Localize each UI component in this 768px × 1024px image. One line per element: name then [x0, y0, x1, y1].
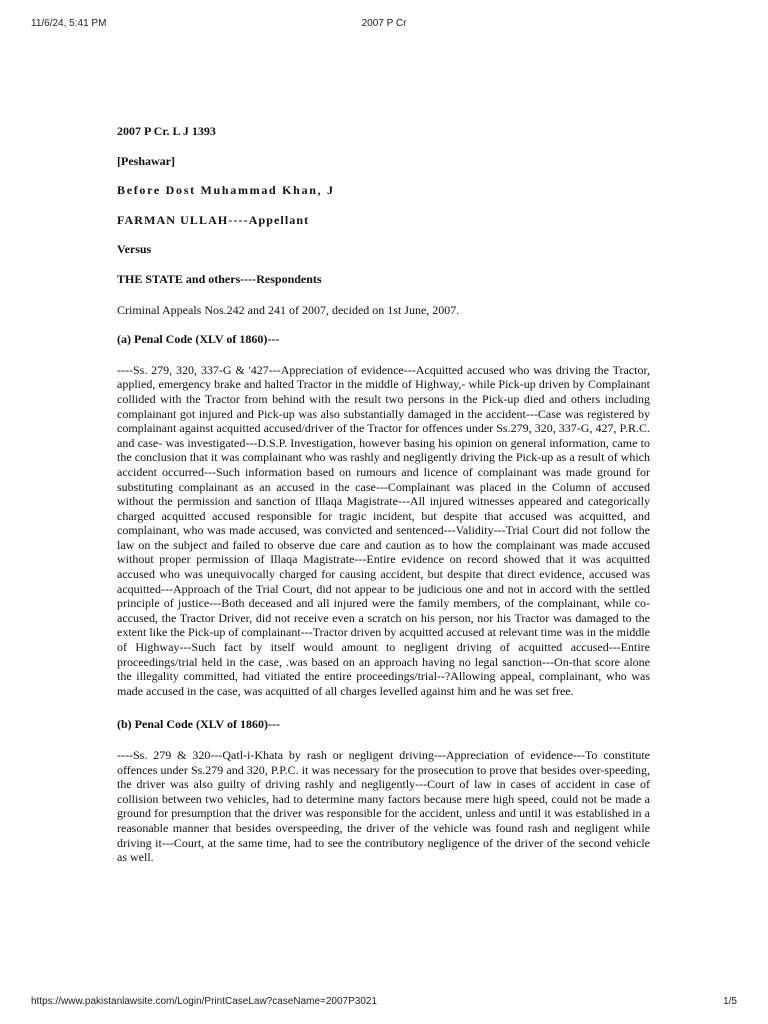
- headnote-paragraph-b: ----Ss. 279 & 320---Qatl-i-Khata by rash or negligent driving---Appreciation of evidence---To constitute offences under Ss.279 and 320, P.P.C. it was necessary for the prosecution to prove that besides over-speeding, the driver was also guilty of driving rashly and negligently---Court of law in cases of accident in case of collision between two vehicles, had to determine many factors because mere high speed, could not be made a ground for presumption that the driver was responsible for the accident, unless and until it was established in a reasonable manner that besides overspeeding, the driver of the vehicle was found rash and negligent while driving it---Court, at the same time, had to see the contributory negligence of the driver of the second vehicle as well.: [117, 748, 650, 865]
- section-heading-a: (a) Penal Code (XLV of 1860)---: [117, 332, 280, 347]
- page-number: 1/5: [723, 996, 737, 1007]
- print-title: 2007 P Cr: [361, 18, 407, 29]
- versus-line: Versus: [117, 242, 152, 257]
- appeal-info: Criminal Appeals Nos.242 and 241 of 2007, decided on 1st June, 2007.: [117, 302, 460, 317]
- print-header: [31, 18, 737, 32]
- page-url: https://www.pakistanlawsite.com/Login/PrintCaseLaw?caseName=2007P3021: [31, 996, 378, 1007]
- judge-line: Before Dost Muhammad Khan, J: [117, 183, 335, 198]
- respondents-line: THE STATE and others----Respondents: [117, 271, 322, 286]
- case-citation: 2007 P Cr. L J 1393: [117, 124, 216, 138]
- print-footer: [31, 996, 737, 1010]
- case-document: [117, 124, 650, 884]
- headnote-paragraph-a: ----Ss. 279, 320, 337-G & '427---Appreciation of evidence---Acquitted accused who was driving the Tractor, applied, emergency brake and halted Tractor in the middle of Highway,- while Pick-up driven by Complainant collided with the Tractor from behind with the result two persons in the Pick-up died and others including complainant got injured and Pick-up was also substantially damaged in the accident---Case was registered by complainant against acquitted accused/driver of the Tractor for offences under Ss.279, 320, 337-G, 427, P.R.C. and case- was investigated---D.S.P. Investigation, however basing his opinion on general information, came to the conclusion that it was complainant who was rashly and negligently driving the Pick-up as a result of which accident occurred---Such information based on rumours and licence of complainant was made ground for substituting complainant as an accused in the case---Complainant was placed in the Column of accused without the permission and sanction of Illaqa Magistrate---All injured witnesses appeared and categorically charged acquitted accused responsible for tragic incident, but despite that accused was acquitted, and complainant, who was made accused, was convicted and sentenced---Validity---Trial Court did not follow the law on the subject and failed to observe due care and caution as to how the complainant was made accused without proper permission of Illaqa Magistrate---Entire evidence on record showed that it was acquitted accused who was unequivocally charged for causing accident, but despite that direct evidence, accused was acquitted---Approach of the Trial Court, did not appear to be judicious one and not in accord with the settled principle of justice---Both deceased and all injured were the family members, of the complainant, while co-accused, the Tractor Driver, did not receive even a scratch on his person, nor his Tractor was damaged to the extent like the Pick-up of complainant---Tractor driven by acquitted accused at relevant time was in the middle of Highway---Such fact by itself would amount to negligent driving of acquitted accused---Entire proceedings/trial held in the case, .was based on an approach having no legal sanction---On-that score alone the illegality committed, had vitiated the entire proceedings/trial--?Allowing appeal, complainant, who was made accused in the case, was acquitted of all charges levelled against him and he was set free.: [117, 362, 650, 698]
- court-name: [Peshawar]: [117, 153, 175, 168]
- print-datetime: 11/6/24, 5:41 PM: [31, 18, 107, 29]
- appellant-line: FARMAN ULLAH----Appellant: [117, 212, 310, 227]
- section-heading-b: (b) Penal Code (XLV of 1860)---: [117, 717, 280, 732]
